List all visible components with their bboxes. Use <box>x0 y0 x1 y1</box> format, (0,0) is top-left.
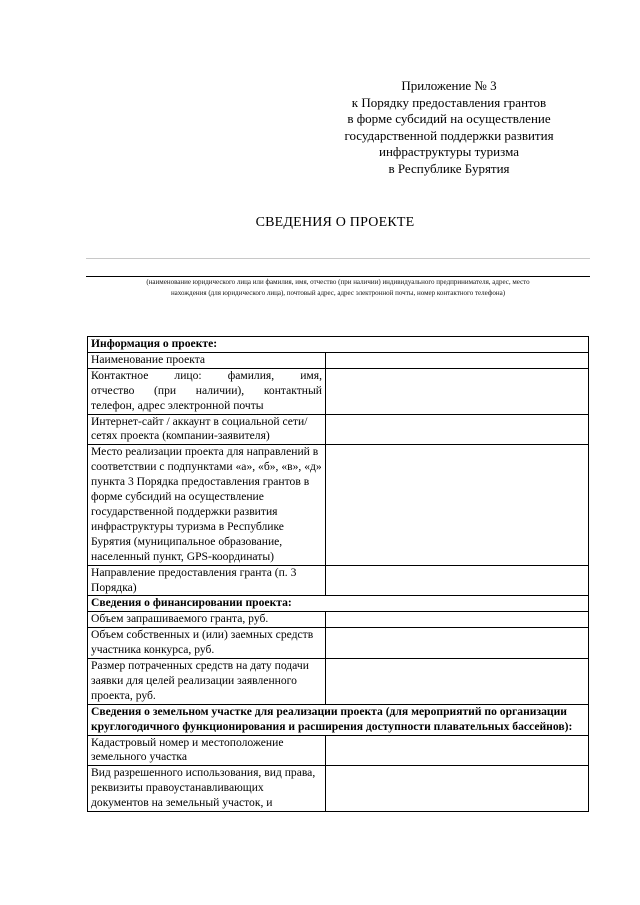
value-grant-direction[interactable] <box>326 565 589 596</box>
section-header-finance: Сведения о финансировании проекта: <box>88 596 589 612</box>
applicant-caption <box>86 277 590 298</box>
value-contact-person[interactable] <box>326 368 589 414</box>
appendix-line: в Республике Бурятия <box>388 160 510 176</box>
label-own-funds: Объем собственных и (или) заемных средств участника конкурса, руб. <box>88 628 326 659</box>
appendix-line: государственной поддержки развития <box>344 127 554 143</box>
value-project-location[interactable] <box>326 445 589 565</box>
appendix-line: в форме субсидий на осуществление <box>347 111 551 127</box>
label-website: Интернет-сайт / аккаунт в социальной сети/сетях проекта (компании-заявителя) <box>88 414 326 445</box>
table-row <box>88 368 589 414</box>
label-contact-line: телефон, адрес электронной почты <box>91 398 264 412</box>
label-contact-person <box>88 368 326 414</box>
table-row <box>88 628 589 659</box>
value-cadastral-number[interactable] <box>326 735 589 766</box>
table-row <box>88 565 589 596</box>
table-row <box>88 704 589 735</box>
table-row <box>88 337 589 353</box>
value-website[interactable] <box>326 414 589 445</box>
label-permitted-use: Вид разрешенного использования, вид права, реквизиты правоустанавливающих документов на земельный участок, и <box>88 766 326 812</box>
section-header-project: Информация о проекте: <box>88 337 589 353</box>
label-project-location: Место реализации проекта для направлений в соответствии с подпунктами «а», «б», «в», «д» пункта 3 Порядка предоставления грантов в форме субсидий на осуществление государственной поддержки развития инфраструктуры туризма в Республике Бурятия (муниципальное образование, населенный пункт, GPS-координаты) <box>88 445 326 565</box>
label-grant-direction: Направление предоставления гранта (п. 3 Порядка) <box>88 565 326 596</box>
value-spent-funds[interactable] <box>326 659 589 705</box>
applicant-blank-line-1 <box>86 258 590 259</box>
applicant-caption-line: нахождения (для юридического лица), почтовый адрес, адрес электронной почты, номер контактного телефона) <box>170 288 506 297</box>
label-project-name: Наименование проекта <box>88 352 326 368</box>
value-project-name[interactable] <box>326 352 589 368</box>
project-info-table <box>87 336 589 812</box>
value-own-funds[interactable] <box>326 628 589 659</box>
label-spent-funds: Размер потраченных средств на дату подачи заявки для целей реализации заявленного проекта, руб. <box>88 659 326 705</box>
applicant-caption-line: (наименование юридического лица или фамилия, имя, отчество (при наличии) индивидуального предпринимателя, адрес, место <box>146 278 530 286</box>
appendix-line: к Порядку предоставления грантов <box>351 94 547 110</box>
label-contact-line: отчество (при наличии), контактный <box>91 383 322 397</box>
table-row <box>88 766 589 812</box>
table-row <box>88 735 589 766</box>
table-row <box>88 414 589 445</box>
label-contact-line: Контактное лицо: фамилия, имя, <box>91 368 322 382</box>
value-grant-amount[interactable] <box>326 612 589 628</box>
appendix-line: инфраструктуры туризма <box>378 144 519 160</box>
value-permitted-use[interactable] <box>326 766 589 812</box>
label-cadastral-number: Кадастровый номер и местоположение земельного участка <box>88 735 326 766</box>
table-row <box>88 596 589 612</box>
appendix-line: Приложение № 3 <box>401 78 497 93</box>
table-row <box>88 445 589 565</box>
section-header-land: Сведения о земельном участке для реализации проекта (для мероприятий по организации круглогодичного функционирования и расширения доступности плавательных бассейнов): <box>88 704 589 735</box>
label-grant-amount: Объем запрашиваемого гранта, руб. <box>88 612 326 628</box>
table-row <box>88 612 589 628</box>
document-title: СВЕДЕНИЯ О ПРОЕКТЕ <box>255 215 415 230</box>
appendix-heading <box>318 78 580 178</box>
table-row <box>88 352 589 368</box>
table-row <box>88 659 589 705</box>
